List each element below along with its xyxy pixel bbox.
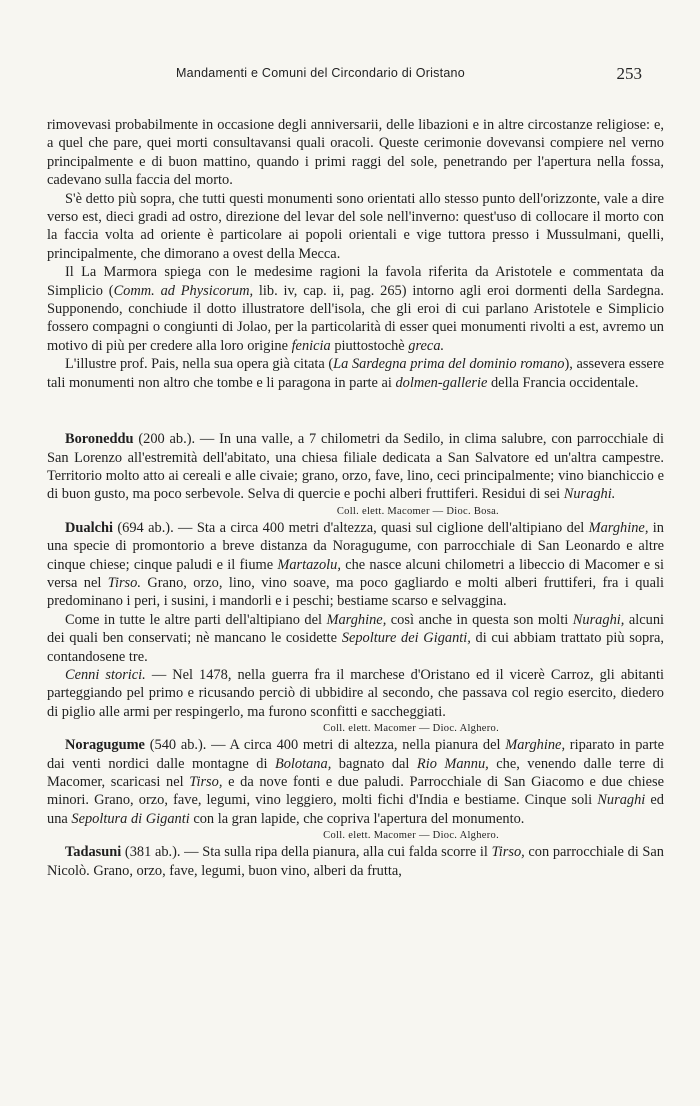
entry-tadasuni: Tadasuni (381 ab.). — Sta sulla ripa della pianura, alla cui falda scorre il Tirso, con parrocchiale di San Nicolò. Grano, orzo, fave, legumi, buon vino, alberi da frutta,: [47, 844, 664, 879]
electoral-note: Coll. elett. Macomer — Dioc. Alghero.: [323, 830, 499, 842]
section-gap: [47, 392, 664, 430]
paragraph-orientation: S'è detto più sopra, che tutti questi monumenti sono orientati allo stesso punto dell'orizzonte, vale a dire verso est, dieci gradi ad ostro, direzione del levar del sole nell'inverno: quest'uso di collocare il morto con la faccia volta ad oriente è particolare ai popoli orientali e vige tuttora presso i Mussulmani, quelli, principalmente, che dimorano a ovest della Mecca.: [47, 190, 664, 262]
entry-heading: Boroneddu: [65, 431, 134, 448]
entry-heading: Dualchi: [65, 519, 113, 536]
entry-heading: Tadasuni: [65, 844, 122, 861]
entry-dualchi: Dualchi (694 ab.). — Sta a circa 400 metri d'altezza, quasi sul ciglione dell'altipiano del Marghine, in una specie di promontorio a breve distanza da Noragugume, con parrocchiale di San Leonardo e altre cinque chiese; cinque paludi e il fiume Martazolu, che nasce alcuni chilometri a libeccio di Macomer e si versa nel Tirso. Grano, orzo, lino, vino soave, ma poco gagliardo e molti alberi fruttiferi, fra i quali predominano i peri, i susini, i mandorli e i peschi; bestiame scarso e selvaggina.: [47, 519, 665, 610]
paragraph-pais: L'illustre prof. Pais, nella sua opera già citata (La Sardegna prima del dominio romano), assevera essere tali monumenti non altro che tombe e li paragona in parte ai dolmen-gallerie della Francia occidentale.: [47, 356, 664, 391]
running-head: [0, 64, 700, 88]
entry-boroneddu: Boroneddu (200 ab.). — In una valle, a 7 chilometri da Sedilo, in clima salubre, con parrocchiale di San Lorenzo all'estremità dell'abitato, una chiesa filiale dedicata a San Salvatore ed un'altra campestre. Territorio molto atto ai cereali e alle civaie; grano, orzo, fave, lino, ceci principalmente; vino bianchiccio e di buon gusto, ma poco serbevole. Selva di quercie e pochi alberi fruttiferi. Residui di sei Nuraghi.: [47, 431, 665, 503]
electoral-note: Coll. elett. Macomer — Dioc. Alghero.: [323, 723, 499, 735]
paragraph-dualchi-history: Cenni storici. — Nel 1478, nella guerra fra il marchese d'Oristano ed il vicerè Carroz, gli abitanti parteggiando pel primo e ricusando perciò di ubbidire al secondo, che passava col regio esercito, diedero di piglio alle armi per respingerlo, ma furono sconfitti e saccheggiati.: [47, 666, 664, 720]
paragraph-la-marmora: Il La Marmora spiega con le medesime ragioni la favola riferita da Aristotele e commentata da Simplicio (Comm. ad Physicorum, lib. iv, cap. ii, pag. 265) intorno agli eroi dormenti della Sardegna. Supponendo, conchiude il dotto illustratore dell'isola, che gli eroi di cui parlano Aristotele e Simplicio fossero compagni o congiunti di Jolao, per la particolarità di esser quei monumenti rivolti a est, avremo un motivo di più per credere alla loro origine fenicia piuttostochè greca.: [47, 264, 664, 354]
entry-noragugume: Noragugume (540 ab.). — A circa 400 metri di altezza, nella pianura del Marghine, riparato in parte dai venti nordici dalle montagne di Bolotana, bagnato dal Rio Mannu, che, venendo dalle terre di Macomer, scaricasi nel Tirso, e da nove fonti e due paludi. Parrocchiale di San Giacomo e due chiese minori. Grano, orzo, fave, legumi, vino leggiero, molti fichi d'India e bestiame. Cinque soli Nuraghi ed una Sepoltura di Giganti con la gran lapide, che copriva l'apertura del monumento.: [47, 737, 665, 827]
body-text: [47, 116, 664, 880]
paragraph-continuation: rimovevasi probabilmente in occasione degli anniversarii, delle libazioni e in altre circostanze religiose: e, a quel che pare, quei morti consultavansi quali oracoli. Queste cerimonie dovevansi compiere nel verno principalmente e di buon mattino, quando i primi raggi del sole, penetrando per l'apertura nella fossa, cadevano sulla faccia del morto.: [47, 117, 664, 189]
page-number: 253: [616, 64, 642, 83]
paragraph-dualchi-nuraghi: Come in tutte le altre parti dell'altipiano del Marghine, così anche in questa son molti Nuraghi, alcuni dei quali ben conservati; nè mancano le cosidette Sepolture dei Giganti, di cui abbiam trattato più sopra, contandosene tre.: [47, 611, 665, 665]
electoral-note: Coll. elett. Macomer — Dioc. Bosa.: [336, 505, 499, 517]
entry-heading: Noragugume: [65, 737, 145, 754]
running-title: Mandamenti e Comuni del Circondario di Oristano: [176, 66, 465, 80]
